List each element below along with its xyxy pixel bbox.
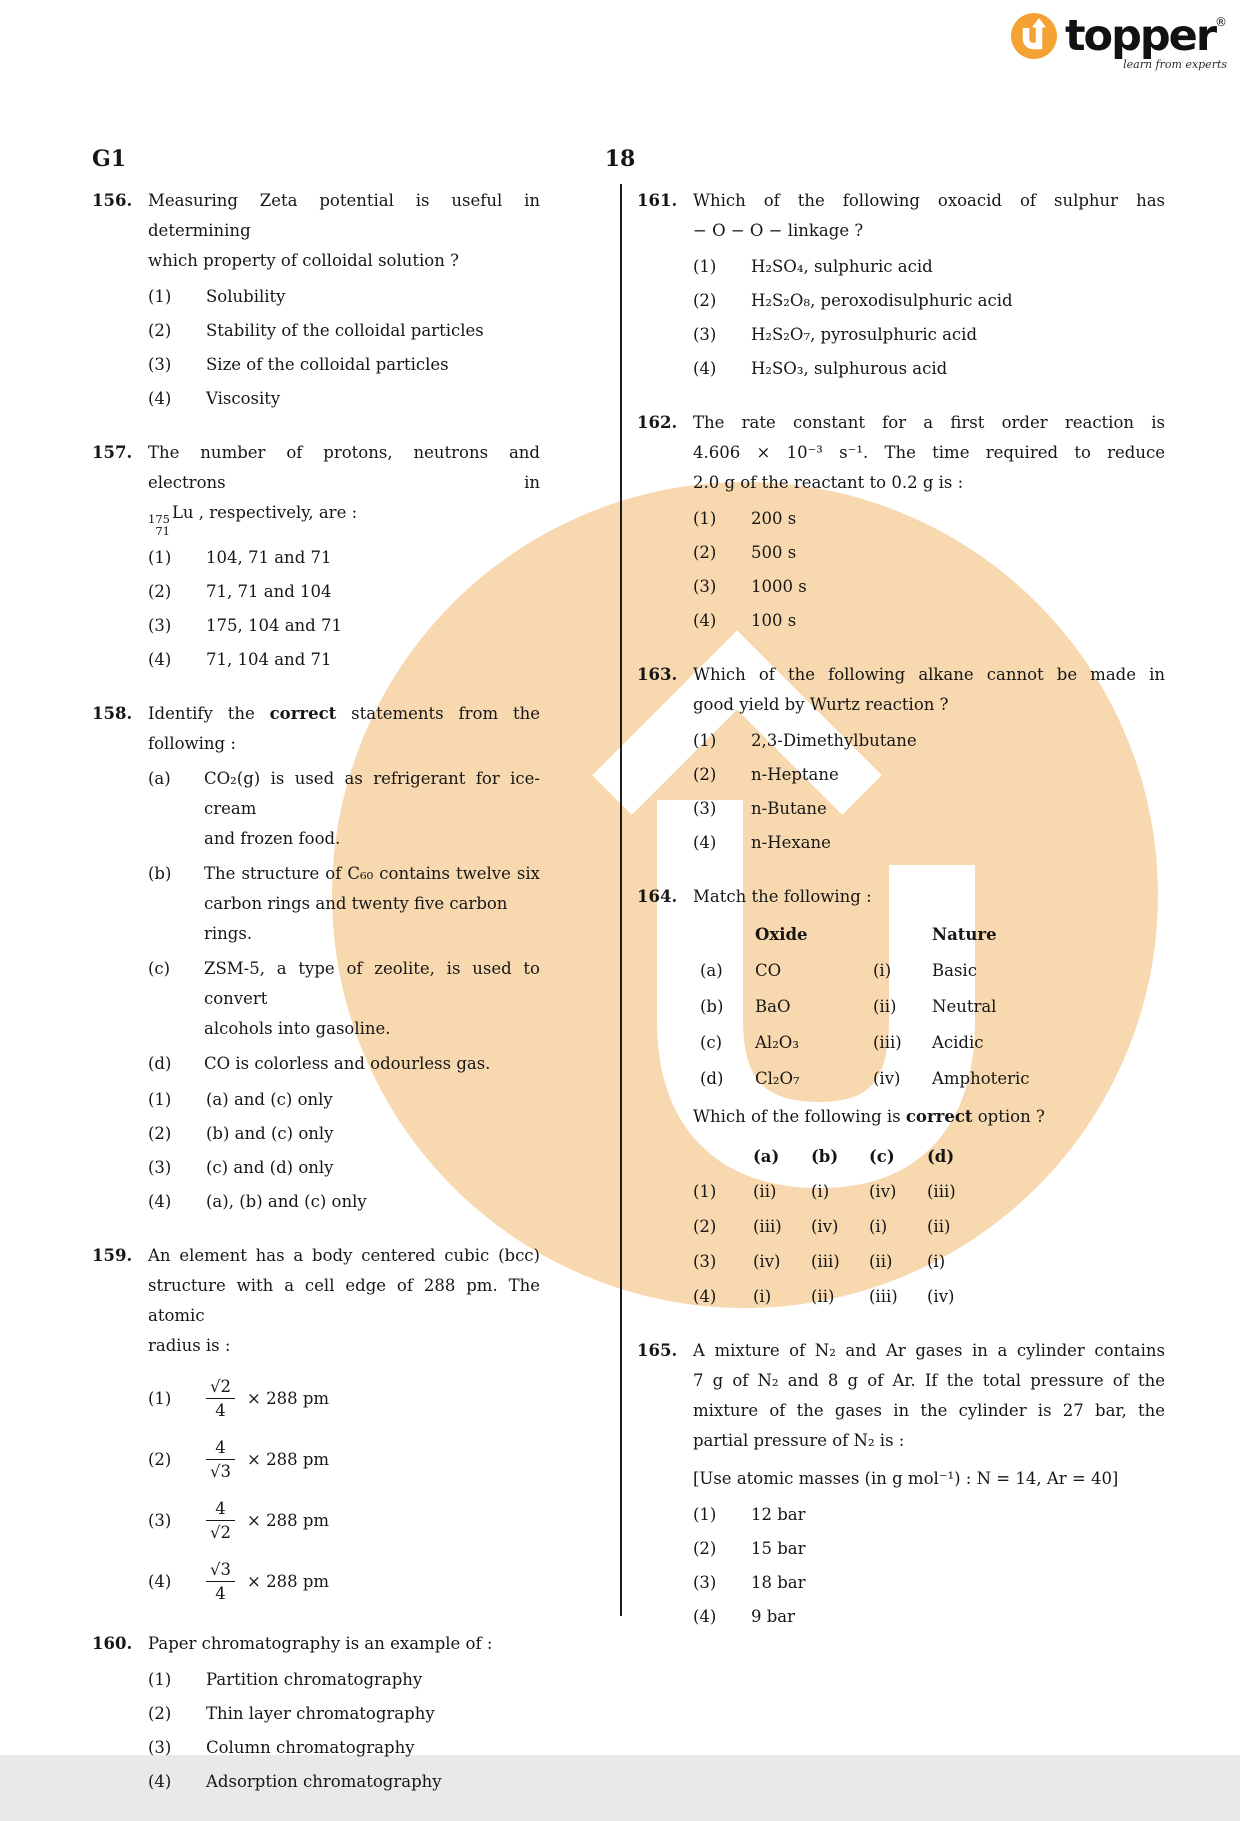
matrix-cell: (ii) xyxy=(753,1182,777,1201)
question-number: 157. xyxy=(92,443,133,462)
option-label: (3) xyxy=(693,1252,717,1271)
statement-text xyxy=(204,1049,540,1079)
option-text: 500 s xyxy=(751,543,797,562)
page-number: 18 xyxy=(604,146,636,172)
option-row xyxy=(148,645,540,675)
matrix-cell: (iv) xyxy=(927,1287,955,1306)
question-line: Paper chromatography is an example of : xyxy=(148,1634,493,1653)
option-row xyxy=(693,1602,1165,1632)
option-text: Size of the colloidal particles xyxy=(206,355,449,374)
option-text: H₂S₂O₇, pyrosulphuric acid xyxy=(751,325,978,344)
option-text: Thin layer chromatography xyxy=(206,1704,435,1723)
question-body xyxy=(148,186,540,414)
option-row xyxy=(148,384,540,414)
option-row xyxy=(148,1436,540,1483)
question-body xyxy=(693,1336,1165,1632)
utopper-logo-mark-icon xyxy=(1010,12,1058,60)
matrix-cell: (ii) xyxy=(811,1287,835,1306)
question-body xyxy=(148,438,540,675)
question-164 xyxy=(637,882,1165,1312)
oxide-value: Al₂O₃ xyxy=(755,1033,799,1052)
fraction-denominator: 4 xyxy=(206,1581,235,1605)
matrix-header-cell: (b) xyxy=(811,1147,839,1166)
option-text: × 288 pm xyxy=(247,1449,330,1469)
question-line: following : xyxy=(148,734,236,753)
option-label: (1) xyxy=(693,257,717,276)
option-text: 9 bar xyxy=(751,1607,796,1626)
question-line: Which of the following alkane cannot be made in xyxy=(693,665,1165,684)
option-row xyxy=(693,606,1165,636)
option-label: (3) xyxy=(148,616,172,635)
option-row xyxy=(148,1085,540,1115)
matrix-option-row xyxy=(693,1282,1165,1312)
question-line: good yield by Wurtz reaction ? xyxy=(693,695,949,714)
option-label: (2) xyxy=(693,1539,717,1558)
question-156 xyxy=(92,186,540,414)
option-text: 15 bar xyxy=(751,1539,806,1558)
option-label: (2) xyxy=(148,1124,172,1143)
matrix-cell: (iii) xyxy=(869,1287,898,1306)
option-text: 18 bar xyxy=(751,1573,806,1592)
statement-text xyxy=(204,764,540,854)
matrix-header-cell: (d) xyxy=(927,1147,955,1166)
option-row xyxy=(148,1665,540,1695)
option-row xyxy=(693,726,1165,756)
option-text: 12 bar xyxy=(751,1505,806,1524)
option-text: n-Heptane xyxy=(751,765,839,784)
option-label: (1) xyxy=(148,548,172,567)
oxide-value: Cl₂O₇ xyxy=(755,1069,800,1088)
question-line: An element has a body centered cubic (bcc) xyxy=(148,1246,540,1265)
question-line: 7 g of N₂ and 8 g of Ar. If the total pressure of the xyxy=(693,1371,1165,1390)
element-symbol-and-text: Lu , respectively, are : xyxy=(171,503,358,522)
statement-label: (c) xyxy=(148,959,171,978)
question-line: Match the following : xyxy=(693,887,872,906)
option-label: (4) xyxy=(148,650,172,669)
option-label: (2) xyxy=(148,1704,172,1723)
option-row xyxy=(693,286,1165,316)
question-line: − O − O − linkage ? xyxy=(693,221,864,240)
option-text: 71, 71 and 104 xyxy=(206,582,332,601)
question-157 xyxy=(92,438,540,675)
match-row xyxy=(693,1064,1165,1094)
logo-text xyxy=(1065,11,1228,71)
question-body xyxy=(148,699,540,1217)
question-161 xyxy=(637,186,1165,384)
option-row xyxy=(693,538,1165,568)
option-row xyxy=(148,1187,540,1217)
matrix-cell: (iv) xyxy=(811,1217,839,1236)
option-text: n-Butane xyxy=(751,799,827,818)
question-body xyxy=(693,408,1165,636)
option-row xyxy=(148,543,540,573)
matrix-cell: (iv) xyxy=(869,1182,897,1201)
question-line: The rate constant for a first order reaction is xyxy=(693,413,1165,432)
option-row xyxy=(148,1767,540,1797)
option-row xyxy=(148,350,540,380)
nature-value: Acidic xyxy=(932,1033,984,1052)
fraction-denominator: √2 xyxy=(206,1520,235,1544)
options xyxy=(693,1500,1165,1632)
match-table-header xyxy=(693,920,1165,950)
question-number: 163. xyxy=(637,665,678,684)
option-row xyxy=(148,1497,540,1544)
statement-row xyxy=(148,954,540,1044)
question-text: option ? xyxy=(972,1107,1045,1126)
option-text: 1000 s xyxy=(751,577,807,596)
option-row xyxy=(148,316,540,346)
registered-mark: ® xyxy=(1215,15,1228,29)
statement-line: and frozen food. xyxy=(204,829,341,848)
option-text: Column chromatography xyxy=(206,1738,415,1757)
logo-tagline: learn from experts xyxy=(1123,58,1228,71)
option-row xyxy=(148,577,540,607)
statement-row xyxy=(148,764,540,854)
option-label: (4) xyxy=(693,359,717,378)
statement-text xyxy=(204,859,540,949)
bold-word: correct xyxy=(269,704,337,723)
option-label: (2) xyxy=(148,1449,172,1469)
atomic-mass-note: [Use atomic masses (in g mol⁻¹) : N = 14, Ar = 40] xyxy=(693,1469,1119,1488)
option-text: 200 s xyxy=(751,509,797,528)
option-row xyxy=(693,572,1165,602)
option-label: (3) xyxy=(693,799,717,818)
option-row xyxy=(693,504,1165,534)
option-label: (3) xyxy=(693,325,717,344)
question-text: statements from the xyxy=(336,704,541,723)
fraction-numerator: 4 xyxy=(215,1499,226,1518)
option-label: (3) xyxy=(148,1510,172,1530)
fraction-numerator: 4 xyxy=(215,1438,226,1457)
matrix-cell: (i) xyxy=(927,1252,946,1271)
option-label: (4) xyxy=(148,1192,172,1211)
option-label: (2) xyxy=(148,321,172,340)
question-line xyxy=(693,1102,1165,1132)
option-label: (3) xyxy=(693,1573,717,1592)
column-header-nature: Nature xyxy=(932,925,997,944)
fraction-denominator: 4 xyxy=(206,1398,235,1422)
question-line: Measuring Zeta potential is useful in determining xyxy=(148,191,540,240)
question-160 xyxy=(92,1629,540,1797)
option-text: 175, 104 and 71 xyxy=(206,616,342,635)
option-label: (4) xyxy=(693,1287,717,1306)
question-number: 160. xyxy=(92,1634,133,1653)
statement-row xyxy=(148,1049,540,1079)
option-text: (b) and (c) only xyxy=(206,1124,334,1143)
option-label: (2) xyxy=(148,582,172,601)
statement-text xyxy=(204,954,540,1044)
option-text: (a) and (c) only xyxy=(206,1090,333,1109)
option-text: Stability of the colloidal particles xyxy=(206,321,484,340)
atomic-number: 71 xyxy=(155,524,170,538)
option-text: 2,3-Dimethylbutane xyxy=(751,731,917,750)
option-text: × 288 pm xyxy=(247,1571,330,1591)
column-header-oxide: Oxide xyxy=(755,925,808,944)
option-text: (a), (b) and (c) only xyxy=(206,1192,367,1211)
question-line: mixture of the gases in the cylinder is 27 bar, the xyxy=(693,1401,1165,1420)
statement-line: The structure of C₆₀ contains twelve six xyxy=(204,864,540,883)
question-line: which property of colloidal solution ? xyxy=(148,251,459,270)
question-158 xyxy=(92,699,540,1217)
option-row xyxy=(693,828,1165,858)
option-text: × 288 pm xyxy=(247,1510,330,1530)
fraction xyxy=(206,1375,235,1422)
option-label: (3) xyxy=(693,577,717,596)
nature-value: Neutral xyxy=(932,997,997,1016)
question-text: Which of the following is xyxy=(693,1107,906,1126)
match-label: (a) xyxy=(700,961,723,980)
fraction xyxy=(206,1558,235,1605)
mass-number: 175 xyxy=(148,512,170,526)
question-body xyxy=(693,882,1165,1312)
nature-label: (ii) xyxy=(873,997,897,1016)
option-label: (2) xyxy=(693,1217,717,1236)
option-label: (2) xyxy=(693,543,717,562)
option-row xyxy=(693,760,1165,790)
nature-label: (iv) xyxy=(873,1069,901,1088)
option-text: (c) and (d) only xyxy=(206,1158,334,1177)
question-number: 159. xyxy=(92,1246,133,1265)
statement-line: alcohols into gasoline. xyxy=(204,1019,391,1038)
option-label: (3) xyxy=(148,355,172,374)
option-text: H₂S₂O₈, peroxodisulphuric acid xyxy=(751,291,1013,310)
right-column xyxy=(637,186,1165,1656)
statement-line: ZSM-5, a type of zeolite, is used to convert xyxy=(204,959,540,1008)
option-row xyxy=(148,1699,540,1729)
question-line: partial pressure of N₂ is : xyxy=(693,1431,905,1450)
option-label: (1) xyxy=(693,1182,717,1201)
option-row xyxy=(148,1733,540,1763)
matrix-cell: (i) xyxy=(753,1287,772,1306)
question-number: 164. xyxy=(637,887,678,906)
match-row xyxy=(693,1028,1165,1058)
utopper-logo xyxy=(1010,11,1228,71)
option-row xyxy=(693,320,1165,350)
statement-label: (b) xyxy=(148,864,172,883)
options xyxy=(693,726,1165,858)
option-text: Adsorption chromatography xyxy=(206,1772,442,1791)
question-line: The number of protons, neutrons and electrons in xyxy=(148,443,540,492)
option-row xyxy=(693,1500,1165,1530)
brand-name: topper xyxy=(1065,11,1216,61)
option-label: (1) xyxy=(693,731,717,750)
question-body xyxy=(148,1629,540,1797)
options xyxy=(148,1665,540,1797)
isotope-notation xyxy=(148,513,170,537)
column-divider xyxy=(620,184,622,1616)
left-column xyxy=(92,186,540,1821)
match-label: (c) xyxy=(700,1033,723,1052)
option-label: (4) xyxy=(693,833,717,852)
statement-label: (a) xyxy=(148,769,171,788)
option-text: 71, 104 and 71 xyxy=(206,650,332,669)
paper-code: G1 xyxy=(92,146,127,172)
matrix-header-cell: (c) xyxy=(869,1147,895,1166)
matrix-cell: (i) xyxy=(811,1182,830,1201)
question-text: Identify the xyxy=(148,704,270,723)
match-label: (d) xyxy=(700,1069,724,1088)
option-text: 104, 71 and 71 xyxy=(206,548,332,567)
fraction xyxy=(206,1497,235,1544)
options xyxy=(693,504,1165,636)
matrix-cell: (iii) xyxy=(753,1217,782,1236)
question-body xyxy=(148,1241,540,1605)
options xyxy=(693,252,1165,384)
fraction-numerator: √2 xyxy=(210,1377,232,1396)
matrix-cell: (iv) xyxy=(753,1252,781,1271)
matrix-header xyxy=(693,1142,1165,1172)
option-text: Partition chromatography xyxy=(206,1670,423,1689)
option-label: (4) xyxy=(148,1571,172,1591)
question-body xyxy=(693,660,1165,858)
oxide-value: BaO xyxy=(755,997,791,1016)
option-row xyxy=(693,794,1165,824)
nature-label: (iii) xyxy=(873,1033,902,1052)
matrix-cell: (i) xyxy=(869,1217,888,1236)
option-row xyxy=(693,252,1165,282)
option-label: (1) xyxy=(693,509,717,528)
question-162 xyxy=(637,408,1165,636)
matrix-cell: (ii) xyxy=(869,1252,893,1271)
option-label: (4) xyxy=(148,1772,172,1791)
question-line: radius is : xyxy=(148,1336,231,1355)
question-number: 158. xyxy=(92,704,133,723)
options xyxy=(148,543,540,675)
question-line: Which of the following oxoacid of sulphur has xyxy=(693,191,1165,210)
option-label: (4) xyxy=(693,611,717,630)
question-165 xyxy=(637,1336,1165,1632)
oxide-value: CO xyxy=(755,961,782,980)
match-row xyxy=(693,992,1165,1022)
option-row xyxy=(693,1568,1165,1598)
options xyxy=(148,1085,540,1217)
statement-line: carbon rings and twenty five carbon rings. xyxy=(204,894,508,943)
question-number: 165. xyxy=(637,1341,678,1360)
matrix-option-row xyxy=(693,1212,1165,1242)
option-text: × 288 pm xyxy=(247,1388,330,1408)
option-label: (4) xyxy=(693,1607,717,1626)
statement-row xyxy=(148,859,540,949)
option-label: (1) xyxy=(693,1505,717,1524)
question-line: 2.0 g of the reactant to 0.2 g is : xyxy=(693,473,964,492)
spacer xyxy=(693,1142,753,1172)
question-163 xyxy=(637,660,1165,858)
matrix-cell: (iii) xyxy=(811,1252,840,1271)
option-row xyxy=(148,1375,540,1422)
option-label: (2) xyxy=(693,291,717,310)
question-number: 162. xyxy=(637,413,678,432)
question-line: structure with a cell edge of 288 pm. The atomic xyxy=(148,1276,540,1325)
statement-line: CO is colorless and odourless gas. xyxy=(204,1054,491,1073)
statement-line: CO₂(g) is used as refrigerant for ice-cream xyxy=(204,769,540,818)
fraction-denominator: √3 xyxy=(206,1459,235,1483)
question-line xyxy=(148,699,540,729)
question-line: A mixture of N₂ and Ar gases in a cylinder contains xyxy=(693,1341,1165,1360)
nature-value: Basic xyxy=(932,961,977,980)
option-text: Solubility xyxy=(206,287,286,306)
question-159 xyxy=(92,1241,540,1605)
option-text: H₂SO₃, sulphurous acid xyxy=(751,359,948,378)
option-label: (2) xyxy=(693,765,717,784)
option-text: n-Hexane xyxy=(751,833,831,852)
matrix-cell: (iii) xyxy=(927,1182,956,1201)
nature-value: Amphoteric xyxy=(932,1069,1030,1088)
matrix-cell: (ii) xyxy=(927,1217,951,1236)
fraction-numerator: √3 xyxy=(210,1560,232,1579)
question-number: 156. xyxy=(92,191,133,210)
bold-word: correct xyxy=(905,1107,973,1126)
option-label: (3) xyxy=(148,1738,172,1757)
option-row xyxy=(148,282,540,312)
question-body xyxy=(693,186,1165,384)
option-text: H₂SO₄, sulphuric acid xyxy=(751,257,933,276)
option-row xyxy=(148,1558,540,1605)
option-text: 100 s xyxy=(751,611,797,630)
option-text: Viscosity xyxy=(206,389,281,408)
question-line: 4.606 × 10⁻³ s⁻¹. The time required to reduce xyxy=(693,443,1165,462)
option-label: (3) xyxy=(148,1158,172,1177)
match-row xyxy=(693,956,1165,986)
option-row xyxy=(148,1119,540,1149)
option-row xyxy=(148,611,540,641)
statement-label: (d) xyxy=(148,1054,172,1073)
fraction xyxy=(206,1436,235,1483)
matrix-option-row xyxy=(693,1247,1165,1277)
option-label: (4) xyxy=(148,389,172,408)
option-label: (1) xyxy=(148,1388,172,1408)
options xyxy=(148,282,540,414)
option-row xyxy=(148,1153,540,1183)
nature-label: (i) xyxy=(873,961,892,980)
option-label: (1) xyxy=(148,1090,172,1109)
spacer xyxy=(700,920,755,950)
matrix-header-cell: (a) xyxy=(753,1147,780,1166)
option-row xyxy=(693,1534,1165,1564)
option-row xyxy=(693,354,1165,384)
question-line xyxy=(148,498,540,537)
option-label: (1) xyxy=(148,287,172,306)
match-label: (b) xyxy=(700,997,724,1016)
option-label: (1) xyxy=(148,1670,172,1689)
matrix-option-row xyxy=(693,1177,1165,1207)
question-number: 161. xyxy=(637,191,678,210)
